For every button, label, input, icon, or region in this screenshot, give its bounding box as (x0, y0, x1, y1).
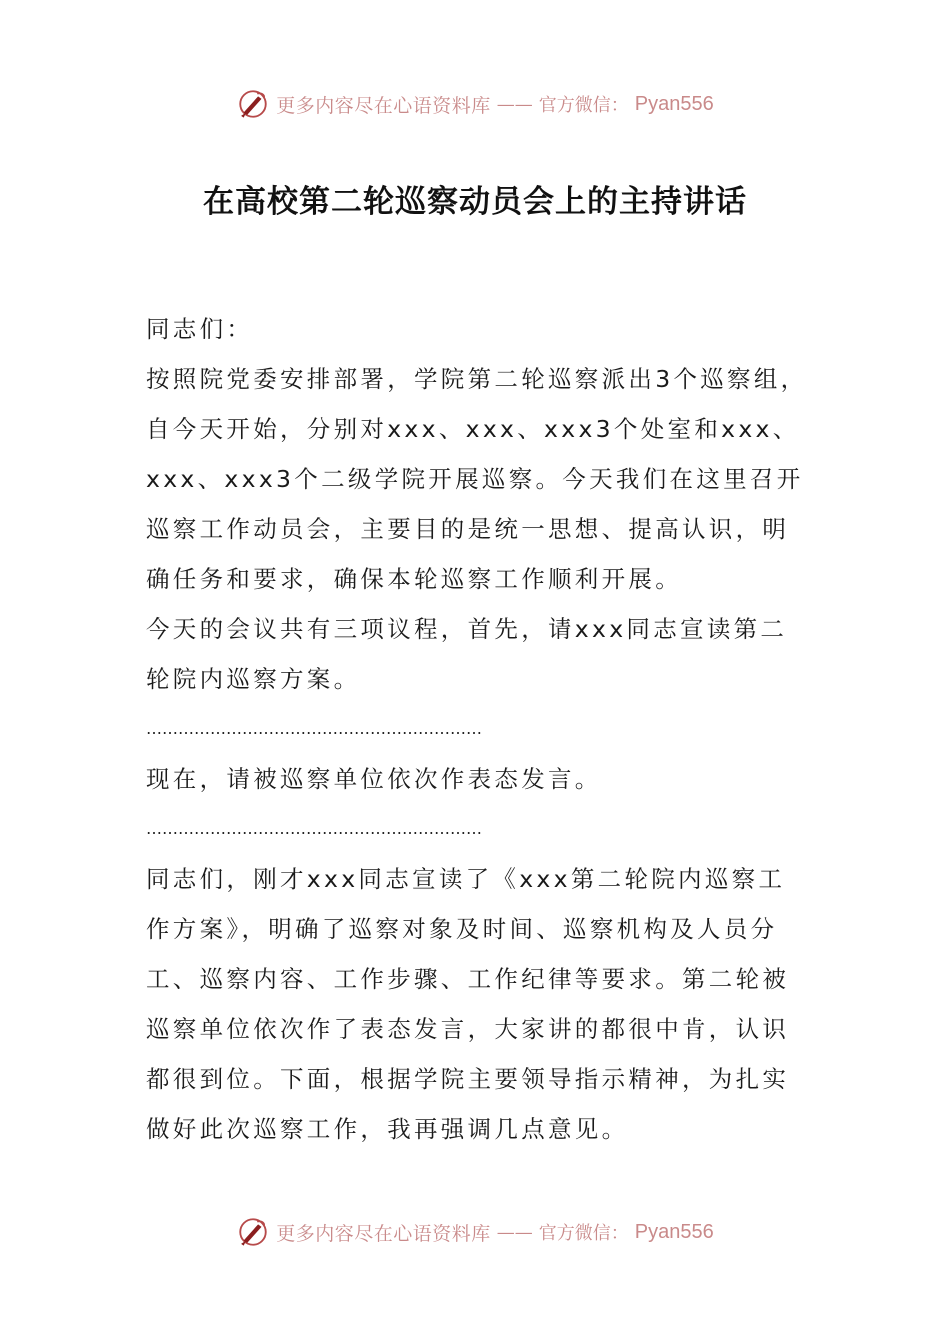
ellipsis-separator: ……………………………………………………… (146, 819, 482, 838)
pen-logo-icon (236, 87, 270, 121)
watermark-label: 官方微信： (538, 95, 629, 116)
watermark-text: 更多内容尽在心语资料库 (276, 94, 491, 117)
pen-logo-icon (236, 1215, 270, 1249)
paragraph-salutation: 同志们： (146, 315, 254, 343)
watermark-id: Pyan556 (634, 1220, 714, 1243)
paragraph-intro: 按照院党委安排部署，学院第二轮巡察派出3个巡察组，自今天开始，分别对xxx、xxx、xxx3个处室和xxx、xxx、xxx3个二级学院开展巡察。今天我们在这里召开巡察工作动员会，主要目的是统一思想、提高认识，明确任务和要求，确保本轮巡察工作顺利开展。 (146, 365, 808, 593)
watermark-label: 官方微信： (538, 1223, 629, 1244)
document-title: 在高校第二轮巡察动员会上的主持讲话 (203, 184, 747, 220)
header-watermark (0, 84, 950, 124)
paragraph-summary: 同志们，刚才xxx同志宣读了《xxx第二轮院内巡察工作方案》，明确了巡察对象及时间、巡察机构及人员分工、巡察内容、工作步骤、工作纪律等要求。第二轮被巡察单位依次作了表态发言，大家讲的都很中肯，认识都很到位。下面，根据学院主要领导指示精神，为扎实做好此次巡察工作，我再强调几点意见。 (146, 865, 790, 1143)
footer-watermark (0, 1212, 950, 1252)
watermark-dash: —— (496, 93, 533, 115)
paragraph-statements: 现在，请被巡察单位依次作表态发言。 (146, 765, 602, 793)
document-body (146, 304, 808, 1154)
paragraph-agenda: 今天的会议共有三项议程，首先，请xxx同志宣读第二轮院内巡察方案。 (146, 615, 788, 693)
watermark-text: 更多内容尽在心语资料库 (276, 1222, 491, 1245)
watermark-id: Pyan556 (634, 92, 714, 115)
ellipsis-separator: ……………………………………………………… (146, 719, 482, 738)
watermark-dash: —— (496, 1221, 533, 1243)
